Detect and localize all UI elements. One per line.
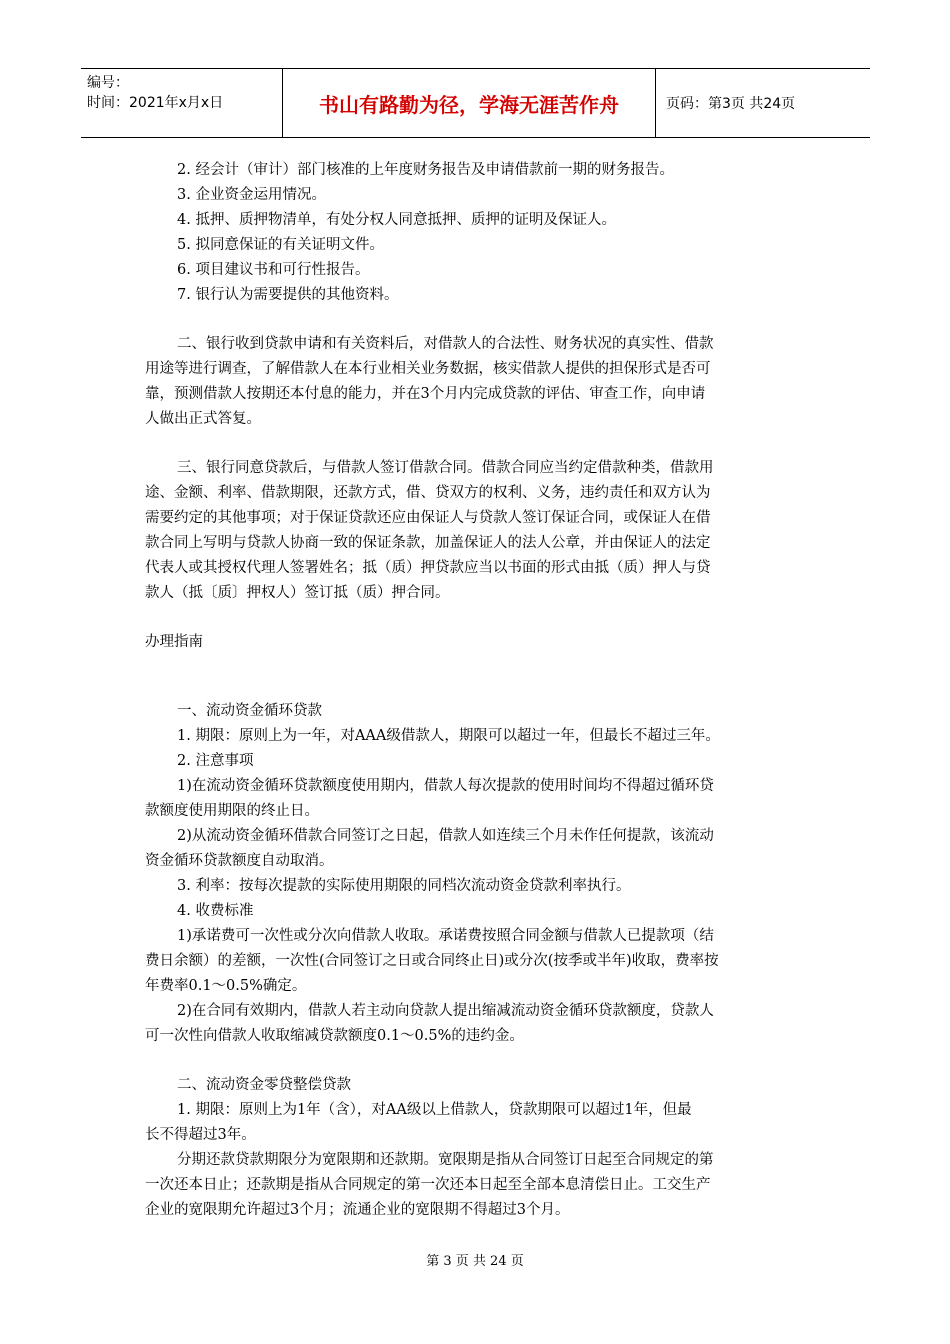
list-item: 6. 项目建议书和可行性报告。 — [177, 262, 370, 278]
text-line: 费日余额）的差额，一次性(合同签订之日或合同终止日)或分次(按季或半年)收取，费率按 — [145, 953, 719, 969]
list-item: 3. 企业资金运用情况。 — [177, 187, 326, 203]
list-item: 7. 银行认为需要提供的其他资料。 — [177, 287, 399, 303]
text-line: 需要约定的其他事项；对于保证贷款还应由保证人与贷款人签订保证合同，或保证人在借 — [145, 510, 711, 526]
text-line: 分期还款贷款期限分为宽限期和还款期。宽限期是指从合同签订日起至合同规定的第 — [177, 1152, 714, 1168]
text-line: 款额度使用期限的终止日。 — [145, 803, 319, 819]
paragraph-contract — [145, 456, 807, 606]
section-title: 一、流动资金循环贷款 — [177, 703, 322, 719]
text-line: 一次还本日止；还款期是指从合同规定的第一次还本日起至全部本息清偿日止。工交生产 — [145, 1177, 711, 1193]
text-line: 2)在合同有效期内，借款人若主动向贷款人提出缩减流动资金循环贷款额度，贷款人 — [177, 1003, 714, 1019]
text-line: 人做出正式答复。 — [145, 411, 261, 427]
guide-title: 办理指南 — [145, 634, 203, 650]
list-item: 5. 拟同意保证的有关证明文件。 — [177, 237, 384, 253]
text-line: 途、金额、利率、借款期限，还款方式，借、贷双方的权利、义务，违约责任和双方认为 — [145, 485, 711, 501]
text-line: 1)在流动资金循环贷款额度使用期内，借款人每次提款的使用时间均不得超过循环贷 — [177, 778, 714, 794]
text-line: 用途等进行调查，了解借款人在本行业相关业务数据，核实借款人提供的担保形式是否可 — [145, 361, 711, 377]
document-body — [145, 158, 807, 1223]
text-line: 1. 期限：原则上为1年（含），对AA级以上借款人，贷款期限可以超过1年，但最 — [177, 1102, 692, 1118]
term-line: 1. 期限：原则上为一年，对AAA级借款人，期限可以超过一年，但最长不超过三年。 — [177, 728, 720, 744]
text-line: 2)从流动资金循环借款合同签订之日起，借款人如连续三个月未作任何提款，该流动 — [177, 828, 714, 844]
list-item: 4. 抵押、质押物清单，有处分权人同意抵押、质押的证明及保证人。 — [177, 212, 616, 228]
fee-title: 4. 收费标准 — [177, 903, 254, 919]
header-motto: 书山有路勤为径，学海无涯苦作舟 — [283, 69, 656, 137]
number-label: 编号： — [87, 75, 129, 91]
text-line: 1)承诺费可一次性或分次向借款人收取。承诺费按照合同金额与借款人已提款项（结 — [177, 928, 714, 944]
notes-title: 2. 注意事项 — [177, 753, 254, 769]
list-item: 2. 经会计（审计）部门核准的上年度财务报告及申请借款前一期的财务报告。 — [177, 162, 674, 178]
rate-line: 3. 利率：按每次提款的实际使用期限的同档次流动资金贷款利率执行。 — [177, 878, 631, 894]
text-line: 三、银行同意贷款后，与借款人签订借款合同。借款合同应当约定借款种类，借款用 — [177, 460, 714, 476]
header-meta — [81, 69, 283, 137]
text-line: 二、银行收到贷款申请和有关资料后，对借款人的合法性、财务状况的真实性、借款 — [177, 336, 714, 352]
text-line: 代表人或其授权代理人签署姓名；抵（质）押贷款应当以书面的形式由抵（质）押人与贷 — [145, 560, 711, 576]
text-line: 长不得超过3年。 — [145, 1127, 256, 1143]
header-page-info: 页码：第3页 共24页 — [666, 96, 796, 112]
paragraph-review — [145, 332, 807, 432]
text-line: 企业的宽限期允许超过3个月；流通企业的宽限期不得超过3个月。 — [145, 1202, 570, 1218]
text-line: 资金循环贷款额度自动取消。 — [145, 853, 334, 869]
page-footer: 第 3 页 共 24 页 — [426, 1254, 524, 1269]
text-line: 款人（抵〔质〕押权人）签订抵（质）押合同。 — [145, 585, 450, 601]
text-line: 款合同上写明与贷款人协商一致的保证条款，加盖保证人的法人公章，并由保证人的法定 — [145, 535, 711, 551]
section-title: 二、流动资金零贷整偿贷款 — [177, 1077, 351, 1093]
text-line: 靠，预测借款人按期还本付息的能力，并在3个月内完成贷款的评估、审查工作，向申请 — [145, 386, 706, 402]
time-label: 时间：2021年x月x日 — [87, 95, 224, 111]
text-line: 可一次性向借款人收取缩减贷款额度0.1～0.5%的违约金。 — [145, 1028, 524, 1044]
text-line: 年费率0.1～0.5%确定。 — [145, 978, 307, 994]
document-header — [81, 68, 870, 138]
